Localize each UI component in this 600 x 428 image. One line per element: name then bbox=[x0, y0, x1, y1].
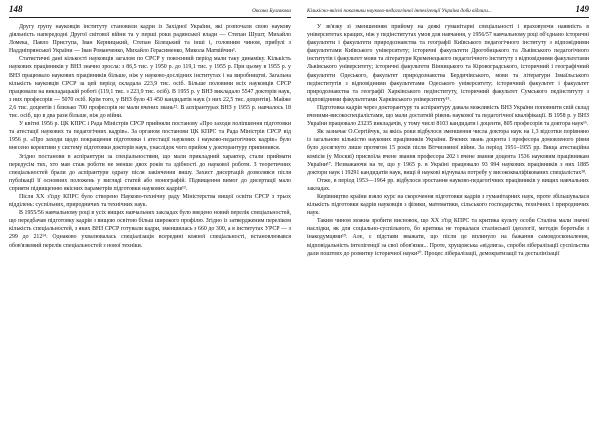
paragraph: У квітні 1956 р. ЦК КПРС і Рада Міністрів СРСР прийняли постанову «Про заходи поліпшення підготовки та атестації наукових та педагогічних кадрів». За органом постанови ЦК КПРС та Рада Міністрів СРСР від 1956 р. «Про заходи щодо покращення підготовки і атестації наукових і науково-педагогічних кадрів» було внесено корективи у систему підготовки докторів наук, унаслідок чого прийом у докторантуру припинився. bbox=[9, 121, 291, 152]
paragraph: Другу групу науковців інституту становили кадри із Західної України, які розпочали свою наукову діяльність напередодні Другої світової війни та у перші роки радянської влади — Степан Шушт, Михайло Ломека, Павло Присгупа, Іван Керницький, Степан Білецький та інші і, головним чином, прибулі з Наддніпрянської України — Іван Романченко, Михайло Герасименко, Микола Матвійчин¹. bbox=[9, 24, 291, 55]
paragraph: В 1955/56 навчальному році в усіх вищих навчальних закладах було введено новий перелік спеціальностей, що передбачав підготовку кадрів з вищою освітою більш широкого профілю. Згідно із затвердженим переліком кількість спеціальностей, з яких ВНЗ СРСР готували кадри, зменшилась з 660 до 300, а в інститутах УРСР — з 299 до 212¹⁴. Однаково ухвалювалась спеціалізація всередині кожної спеціальності, встановлювався обов'язковий перелік спеціальностей з нової техніки. bbox=[9, 210, 291, 249]
right-page-header bbox=[307, 4, 589, 18]
paragraph: Згідно постанови в аспірантури за спеціальностями, що мали прикладний характер, стали приймати передусім тих, хто мав стаж роботи не менше двох років та здібності до наукової роботи. З теоретичних спеціальностей брали до аспірантури одразу після закінчення вишу. Захист дисертацій дозволявся після публікації її основних положень у вигляді статей або монографій. Підвищення вимог до дисертації мало сприяти підвищенню якісних параметрів підготовки наукових кадрів¹³. bbox=[9, 153, 291, 192]
paragraph: Керівництво країни взяло курс на скорочення підготовки кадрів з гуманітарних наук, проте збільшувалася кількість підготовки кадрів науковців з фізики, математики, сільського господарства, технічних і природничих наук. bbox=[307, 193, 589, 217]
running-head: Оксана Булгакова bbox=[252, 8, 291, 14]
paragraph: Таким чином можна зробити висновок, що ХХ з'їзд КПРС та критика культу особи Сталіна мали значні наслідки, як для соціально-суспільного, бо критика не торкалася сталінської ідеології, методів боротьби з інакодумцями¹⁹. Але, є підстави вважати, що після це вплинуло на бажання самовдосконалення, відповідальність інтелігенції за свої обов'язки... Проте, хрущовська «відлига», спроби лібералізації суспільства дали поштовх до розвитку історичної науки²⁰. Процес лібералізації, демократизації та десталінізації bbox=[307, 218, 589, 257]
right-page bbox=[307, 0, 589, 428]
paragraph: Підготовка кадрів через докторантуру та аспірантуру давала можливість ВНЗ України поповнити свій склад вченими-високоспеціалістами, що мали достатній рівень наукової та педагогічної кваліфікації. В 1958 р. у ВНЗ України працювало 23235 викладачів, у тому числі 8103 кандидати і доценти, 805 професорів та доктора наук¹⁶. bbox=[307, 104, 589, 128]
paragraph: Після ХХ з'їзду КПРС було створено Науково-технічну раду Міністерства вищої освіти СРСР з трьох відділень: суспільних, природничих та технічних наук. bbox=[9, 193, 291, 209]
paragraph: Отже, в період 1953—1964 рр. відбулося зростання науково-педагогічних працівників у вищих навчальних закладах. bbox=[307, 177, 589, 192]
page-number: 148 bbox=[9, 4, 23, 14]
paragraph: У зв'язку зі зменшенням прийому на деякі гуманітарні спеціальності і враховуючи наявність в університетах кращих, ніж у педінститутах умов для навчання, у 1956/57 навчальному році об'єднано історичні факультети і факультети природознавства та географії Київського педагогічного інституту з відповідними факультетами Київського університету; історичні факультети Дрогобицького та Львівського педагогічного інститутів і факультет мови та літератури Кременецького педагогічного інституту з відповідними факультетами Львівського університету; історичні факультети Вінницького та Кіровоградського, історичний і географічний факультети Одеського, факультет природознавства Бердичівського, мови та літератури Ізмаїльського педінститутів з відповідними факультетами Одеського університету; історичний факультет і факультет природознавства та географії Харківського педінституту, історичний факультет Сумського педінституту з відповідними факультетами Харківського університету¹⁵. bbox=[307, 24, 589, 103]
left-page-body bbox=[9, 23, 291, 250]
paragraph: Статистичні дані кількості науковців загалом по СРСР у повоєнний період мали таку динаміку. Кількість наукових працівників у ВНЗ значно зросла: з 86,5 тис. у 1950 р. до 119,1 тис. у 1955 р. При цьому в 1955 р. у ВНЗ працювало наукових працівників більше, ніж у науково-дослідних інститутах і на виробництві. Загальна кількість науковців СРСР за цей період складала 223,9 тис. осіб. Більше половини всіх науковців СРСР працювали на викладацькій роботі (119,1 тис. з 223,9 тис. осіб). В 1955 р. у ВНЗ викладало 5547 докторів наук, з них професорів — 5070 осіб. Крім того, у ВНЗ було 43 450 кандидатів наук (з них 22,5 тис. доцентів). Майже 2,6 тис. доцентів і близько 700 професорів не мали вчених звань¹². В аспірантурах ВНЗ у 1955 р. навчалось 18 тис. осіб, що в два рази більше, ніж до війни. bbox=[9, 56, 291, 120]
left-page-header bbox=[9, 4, 291, 18]
page-number: 149 bbox=[575, 4, 589, 14]
paragraph: Як зазначає О.Сергійчук, за якісь роки відбулося зменшення числа доктора наук на 1,3 відсотки порівняно із загальною кількістю наукових працівників України. Вчених звань доцента і професора домовленого рівня було досягнуто лише протягом 15 років після Вітчизняної війни. За період 1951–1955 рр. Вища атестаційна комісія (у Москві) присвоїла вчене звання професора 202 і вчене звання доцента 1536 науковим працівникам України¹⁷. Незважаючи на те, що у 1965 р. в Україні працювало 93 994 наукових працівників з них 1885 доктори наук і 19291 кандидатів наук, вищі й наукові відчувала потребу у висококваліфікованих спеціалістах¹⁸. bbox=[307, 129, 589, 176]
running-head: Кількісно-якісні показники науково-педагогічної інтелігенції України доби відлиги... bbox=[307, 8, 492, 14]
right-page-body bbox=[307, 23, 589, 258]
left-page bbox=[9, 0, 291, 428]
